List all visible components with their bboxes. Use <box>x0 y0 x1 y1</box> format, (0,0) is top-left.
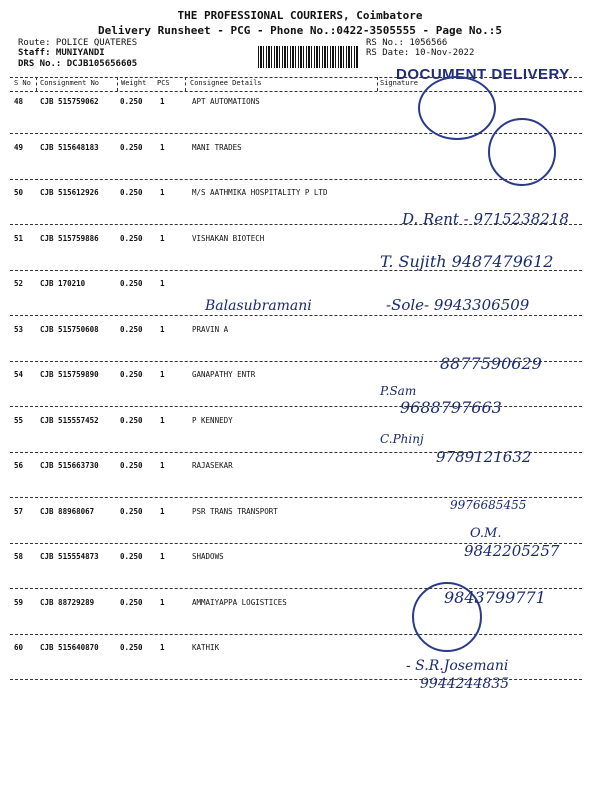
serial-number: 55 <box>14 416 24 425</box>
handwritten-signature: 9688797663 <box>400 398 502 417</box>
table-row <box>0 370 600 416</box>
drs-label: DRS No.: DCJB105656605 <box>18 59 138 69</box>
col-header-sno: S No <box>14 79 31 87</box>
weight-value: 0.250 <box>120 325 143 334</box>
weight-value: 0.250 <box>120 598 143 607</box>
consignment-number: CJB 515759062 <box>40 97 99 106</box>
consignment-number: CJB 515648183 <box>40 143 99 152</box>
col-header-weight: Weight <box>121 79 147 87</box>
pieces-count: 1 <box>160 598 165 607</box>
consignee-name: P KENNEDY <box>192 416 233 425</box>
handwritten-signature: O.M. <box>470 526 502 541</box>
consignee-name: SHADOWS <box>192 552 224 561</box>
consignee-name: PRAVIN A <box>192 325 229 334</box>
serial-number: 56 <box>14 461 24 470</box>
handwritten-signature: 8877590629 <box>440 354 542 373</box>
handwritten-signature: - S.R.Josemani <box>406 658 509 674</box>
company-title: THE PROFESSIONAL COURIERS, Coimbatore <box>177 9 423 22</box>
header-top-rule <box>10 77 582 78</box>
col-header-consignment: Consignment No <box>40 79 100 87</box>
col-header-pcs: PCS <box>157 79 170 87</box>
weight-value: 0.250 <box>120 643 143 652</box>
row-separator <box>10 179 582 180</box>
consignment-number: CJB 515554873 <box>40 552 99 561</box>
serial-number: 54 <box>14 370 24 379</box>
consignment-number: CJB 88968067 <box>40 507 95 516</box>
handwritten-signature: 9789121632 <box>436 448 532 466</box>
consignment-number: CJB 170210 <box>40 279 86 288</box>
handwritten-signature: 9842205257 <box>464 542 560 560</box>
runsheet-title: Delivery Runsheet - PCG - Phone No.:0422-3505555 - Page No.:5 <box>98 24 502 37</box>
column-divider <box>377 77 378 91</box>
pieces-count: 1 <box>160 416 165 425</box>
handwritten-signature: 9976685455 <box>450 498 527 512</box>
weight-value: 0.250 <box>120 370 143 379</box>
table-row <box>0 643 600 689</box>
pieces-count: 1 <box>160 234 165 243</box>
pieces-count: 1 <box>160 279 165 288</box>
col-header-signature: Signature <box>380 79 418 87</box>
pieces-count: 1 <box>160 188 165 197</box>
consignee-name: AMMAIYAPPA LOGISTICES <box>192 598 287 607</box>
route-label: Route: POLICE QUATERES <box>18 38 138 48</box>
serial-number: 53 <box>14 325 24 334</box>
serial-number: 59 <box>14 598 24 607</box>
consignee-name: APT AUTOMATIONS <box>192 97 260 106</box>
handwritten-signature: 9944244835 <box>420 676 510 692</box>
rs-number: RS No.: 1056566 <box>366 38 448 48</box>
col-header-consignee: Consignee Details <box>190 79 262 87</box>
consignee-name: KATHIK <box>192 643 220 652</box>
handwritten-signature: C.Phinj <box>380 432 424 446</box>
weight-value: 0.250 <box>120 279 143 288</box>
pieces-count: 1 <box>160 552 165 561</box>
handwritten-signature: -Sole- 9943306509 <box>386 296 530 314</box>
pieces-count: 1 <box>160 97 165 106</box>
consignee-name: VISHAKAN BIOTECH <box>192 234 265 243</box>
serial-number: 58 <box>14 552 24 561</box>
consignment-number: CJB 515612926 <box>40 188 99 197</box>
handwritten-signature: D. Rent - 9715238218 <box>402 210 569 228</box>
consignment-number: CJB 515759890 <box>40 370 99 379</box>
consignee-name: PSR TRANS TRANSPORT <box>192 507 278 516</box>
handwritten-signature: 9843799771 <box>444 588 546 607</box>
weight-value: 0.250 <box>120 461 143 470</box>
header-bottom-rule <box>10 91 582 92</box>
consignment-number: CJB 515640870 <box>40 643 99 652</box>
consignee-name: RAJASEKAR <box>192 461 233 470</box>
weight-value: 0.250 <box>120 234 143 243</box>
weight-value: 0.250 <box>120 552 143 561</box>
company-seal-stamp <box>418 76 496 140</box>
column-divider <box>36 77 37 91</box>
weight-value: 0.250 <box>120 143 143 152</box>
pieces-count: 1 <box>160 643 165 652</box>
pieces-count: 1 <box>160 370 165 379</box>
serial-number: 60 <box>14 643 24 652</box>
mani-traders-seal-stamp <box>488 118 556 186</box>
handwritten-signature: P.Sam <box>380 384 417 398</box>
weight-value: 0.250 <box>120 416 143 425</box>
serial-number: 57 <box>14 507 24 516</box>
consignee-name: MANI TRADES <box>192 143 242 152</box>
consignment-number: CJB 515663730 <box>40 461 99 470</box>
staff-label: Staff: MUNIYANDI <box>18 48 105 58</box>
consignment-number: CJB 88729289 <box>40 598 95 607</box>
serial-number: 51 <box>14 234 24 243</box>
consignee-name: M/S AATHMIKA HOSPITALITY P LTD <box>192 188 328 197</box>
consignment-number: CJB 515750608 <box>40 325 99 334</box>
consignee-name: GANAPATHY ENTR <box>192 370 256 379</box>
serial-number: 50 <box>14 188 24 197</box>
pieces-count: 1 <box>160 325 165 334</box>
row-separator <box>10 634 582 635</box>
serial-number: 52 <box>14 279 24 288</box>
consignment-number: CJB 515557452 <box>40 416 99 425</box>
row-separator <box>10 315 582 316</box>
column-divider <box>117 77 118 91</box>
pieces-count: 1 <box>160 461 165 470</box>
barcode <box>258 46 358 68</box>
weight-value: 0.250 <box>120 507 143 516</box>
document-delivery-stamp: DOCUMENT DELIVERY <box>396 66 570 83</box>
serial-number: 48 <box>14 97 24 106</box>
weight-value: 0.250 <box>120 97 143 106</box>
pieces-count: 1 <box>160 143 165 152</box>
pieces-count: 1 <box>160 507 165 516</box>
consignment-number: CJB 515759886 <box>40 234 99 243</box>
handwritten-name: Balasubramani <box>205 298 312 314</box>
serial-number: 49 <box>14 143 24 152</box>
handwritten-signature: T. Sujith 9487479612 <box>380 252 554 271</box>
weight-value: 0.250 <box>120 188 143 197</box>
rs-date: RS Date: 10-Nov-2022 <box>366 48 475 58</box>
column-divider <box>185 77 186 91</box>
